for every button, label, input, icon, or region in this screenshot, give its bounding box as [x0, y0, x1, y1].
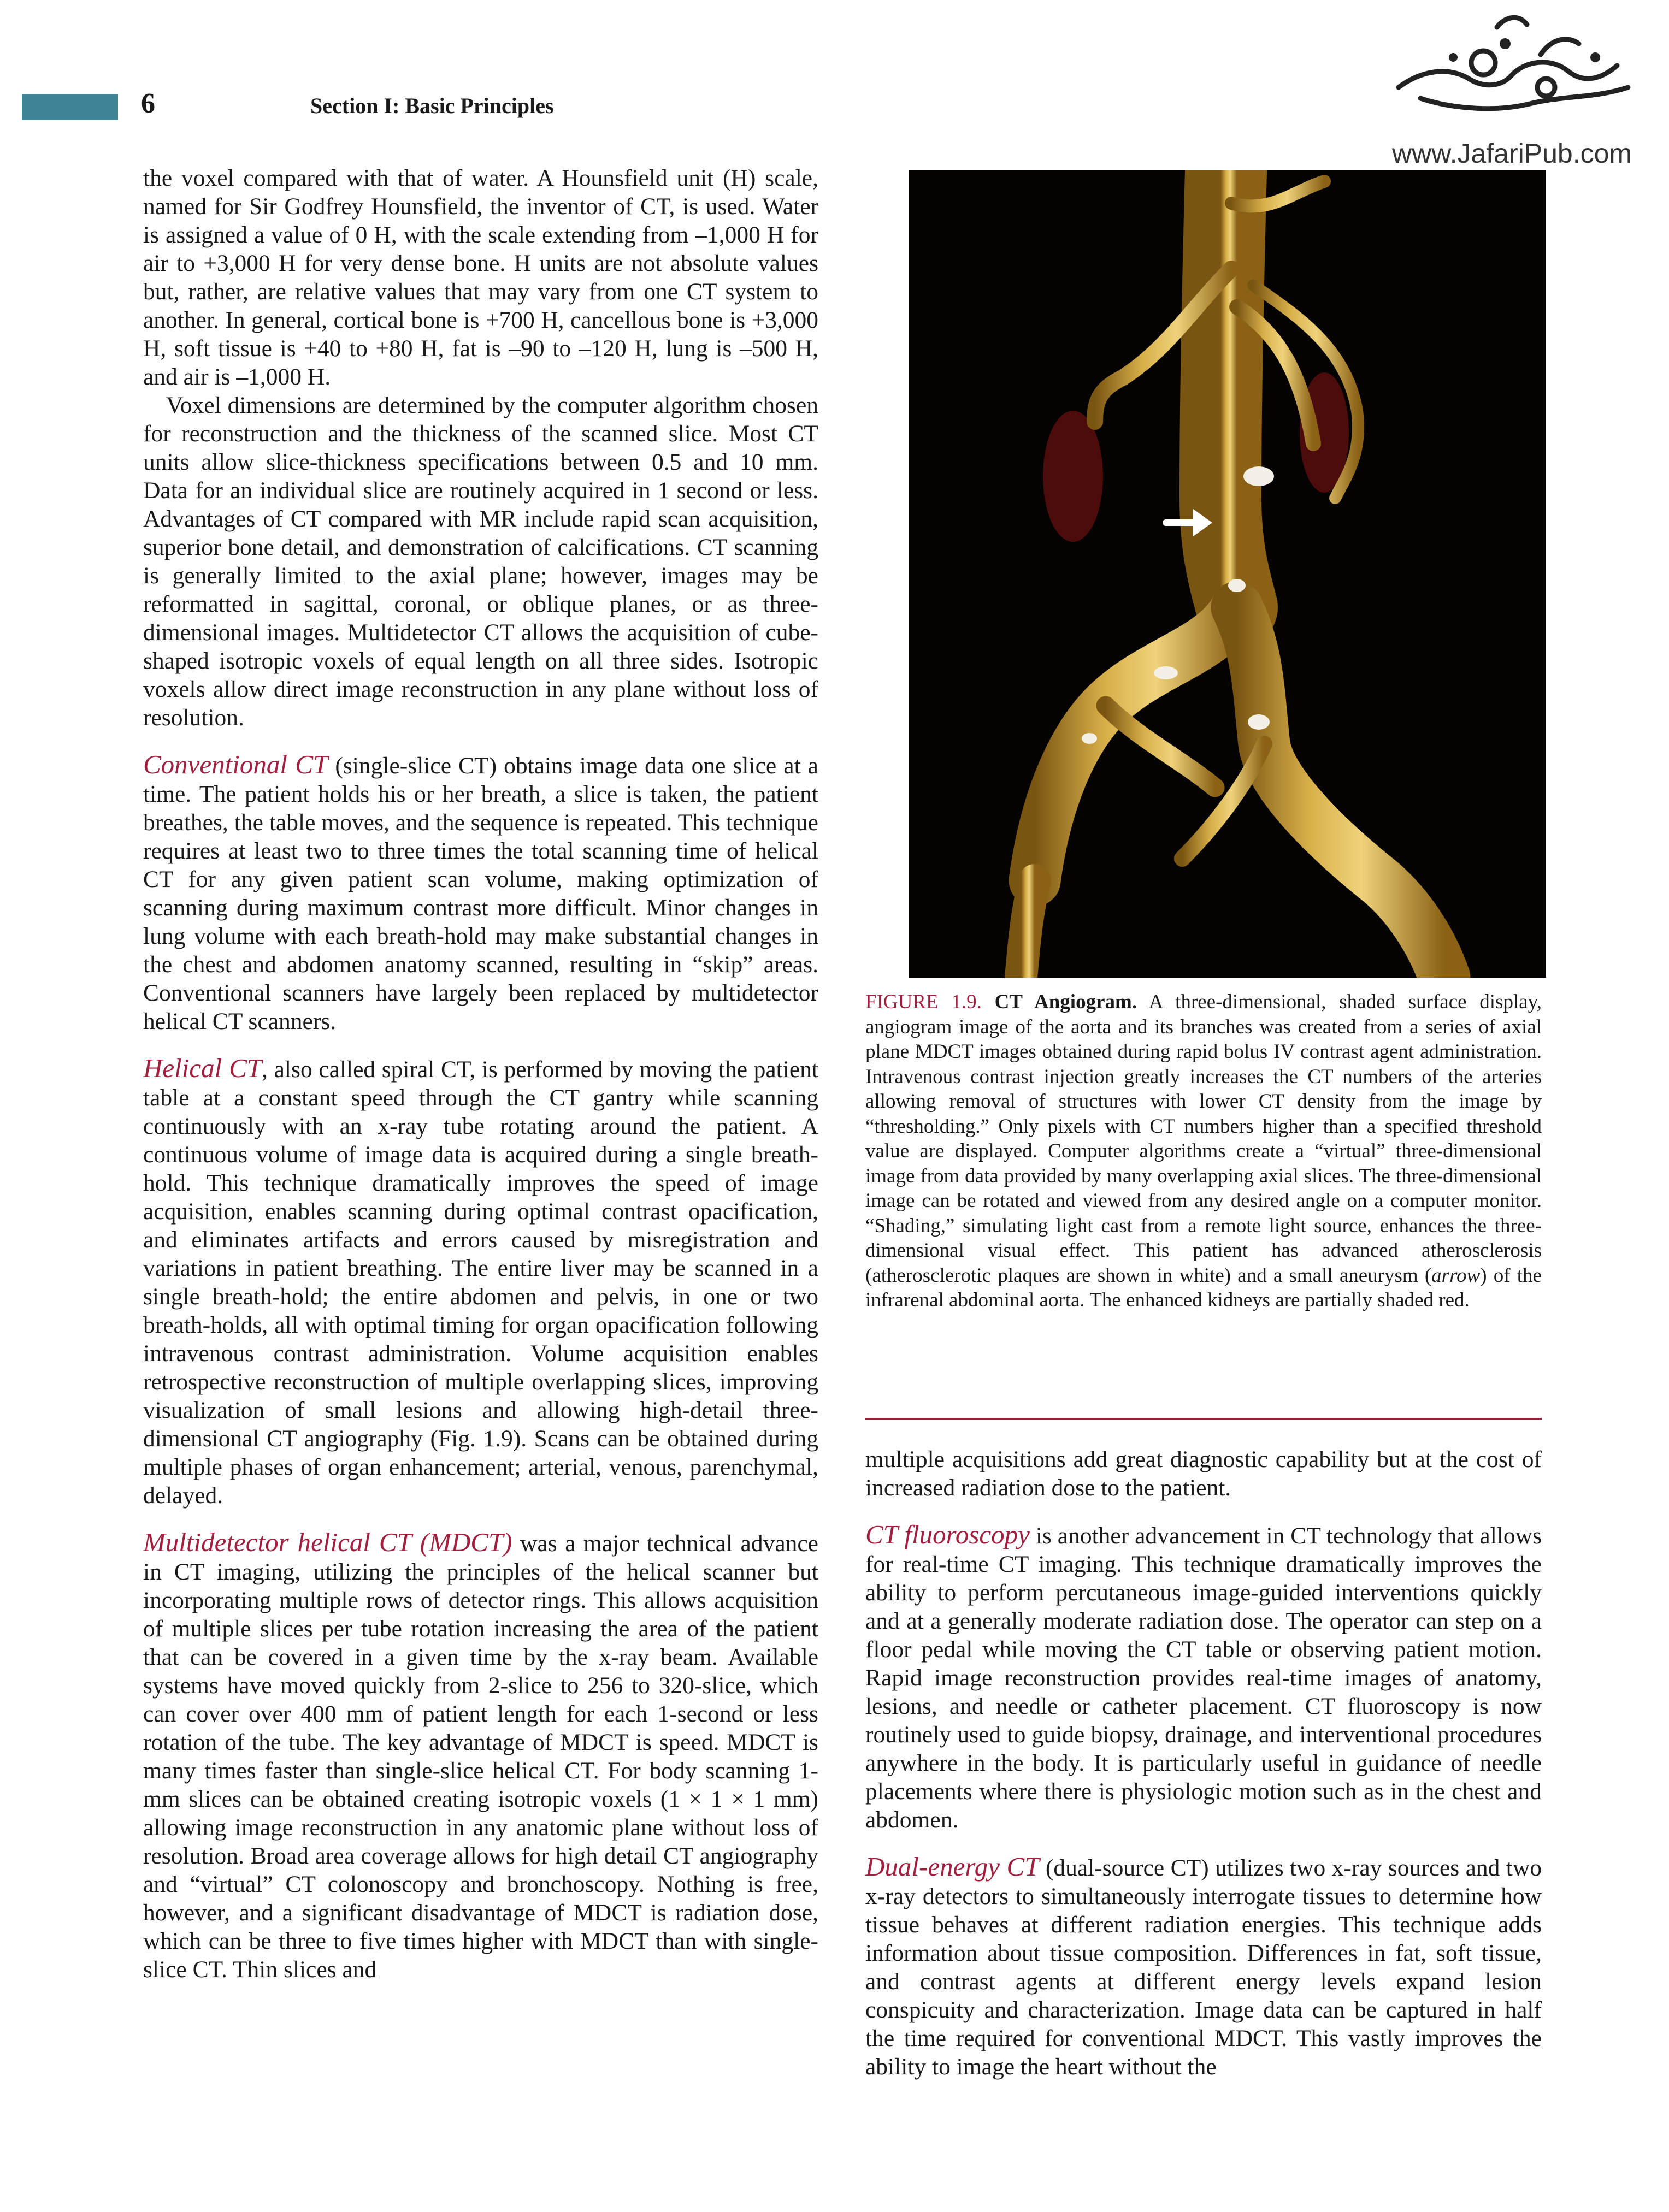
caption-divider	[865, 1418, 1542, 1420]
figure-title: CT Angiogram.	[994, 991, 1137, 1013]
paragraph-voxel: Voxel dimensions are determined by the computer algorithm chosen for reconstruction and the thickness of the scanned slice. Most CT units allow slice-thickness specifications between 0.5 and 10 mm. Data for an individual slice are routinely acquired in 1 second or less. Advantages of CT compared with MR include rapid scan acquisition, superior bone detail, and demonstration of calcifications. CT scanning is generally limited to the axial plane; however, images may be reformatted in sagittal, coronal, or oblique planes, or as three-dimensional images. Multidetector CT allows the acquisition of cube-shaped isotropic voxels of equal length on all three sides. Isotropic voxels allow direct image reconstruction in any plane without loss of resolution.	[143, 392, 818, 731]
figure-caption	[865, 990, 1542, 1313]
term-dual-energy-ct: Dual-energy CT	[865, 1852, 1040, 1882]
helical-ct-text: , also called spiral CT, is performed by moving the patient table at a constant speed through the CT gantry while scanning continuously with an x-ray tube rotating around the patient. A continuous volume of image data is acquired during a single breath-hold. This technique dramatically improves the speed of image acquisition, enables scanning during optimal contrast opacification, and eliminates artifacts and errors caused by misregistration and variations in patient breathing. The entire liver may be scanned in a single breath-hold; the entire abdomen and pelvis, in one or two breath-holds, all with optimal timing for organ opacification following intravenous contrast administration. Volume acquisition enables retrospective reconstruction of multiple overlapping slices, improving visualization of small lesions and allowing high-detail three-dimensional CT angiography (Fig. 1.9). Scans can be obtained during multiple phases of organ enhancement; arterial, venous, parenchymal, delayed.	[143, 1056, 818, 1509]
term-ct-fluoroscopy: CT fluoroscopy	[865, 1519, 1030, 1549]
conventional-ct-text: (single-slice CT) obtains image data one slice at a time. The patient holds his or her breath, a slice is taken, the patient breathes, the table moves, and the sequence is repeated. This technique requires at least two to three times the total scanning time of helical CT for any given patient scan volume, making optimization of scanning during maximum contrast more difficult. Minor changes in lung volume with each breath-hold may make substantial changes in the chest and abdomen anatomy scanned, resulting in “skip” areas. Conventional scanners have largely been replaced by multidetector helical CT scanners.	[143, 753, 818, 1034]
paragraph-helical-ct	[143, 1054, 818, 1510]
section-color-tab	[22, 94, 118, 120]
ct-fluoroscopy-text: is another advancement in CT technology that allows for real-time CT imaging. This technique dramatically improves the ability to perform percutaneous image-guided interventions quickly and at a generally moderate radiation dose. The operator can step on a floor pedal while moving the CT table or observing patient motion. Rapid image reconstruction provides real-time images of anatomy, lesions, and needle or catheter placement. CT fluoroscopy is now routinely used to guide biopsy, drainage, and interventional procedures anywhere in the body. It is particularly useful in guidance of needle placements where there is physiologic motion such as in the chest and abdomen.	[865, 1523, 1542, 1833]
watermark-url: www.JafariPub.com	[1392, 138, 1632, 169]
ct-angiogram-image	[909, 170, 1546, 978]
publisher-logo	[1388, 5, 1644, 131]
mdct-text: was a major technical advance in CT imaging, utilizing the principles of the helical scanner but incorporating multiple rows of detector rings. This allows acquisition of multiple slices per tube rotation increasing the area of the patient that can be covered in a given time by the x-ray beam. Available systems have moved quickly from 2-slice to 256 to 320-slice, which can cover over 400 mm of patient length for each 1-second or less rotation of the tube. The key advantage of MDCT is speed. MDCT is many times faster than single-slice helical CT. For body scanning 1-mm slices can be obtained creating isotropic voxels (1 × 1 × 1 mm) allowing image reconstruction in any anatomic plane without loss of resolution. Broad area coverage allows for high detail CT angiography and “virtual” CT colonoscopy and bronchoscopy. Nothing is free, however, and a significant disadvantage of MDCT is radiation dose, which can be three to five times higher with MDCT than with single-slice CT. Thin slices and	[143, 1530, 818, 1983]
page-number: 6	[141, 88, 155, 119]
paragraph-conventional-ct	[143, 750, 818, 1036]
paragraph-ct-fluoroscopy	[865, 1521, 1542, 1834]
section-title: Section I: Basic Principles	[310, 93, 554, 118]
dual-energy-ct-text: (dual-source CT) utilizes two x-ray sources and two x-ray detectors to simultaneously interrogate tissues to determine how tissue behaves at different radiation energies. This technique adds information about tissue composition. Differences in fat, soft tissue, and contrast agents at different energy levels expand lesion conspicuity and characterization. Image data can be captured in half the time required for conventional MDCT. This vastly improves the ability to image the heart without the	[865, 1855, 1542, 2080]
paragraph-hounsfield: the voxel compared with that of water. A Hounsfield unit (H) scale, named for Sir Godfrey Hounsfield, the inventor of CT, is used. Water is assigned a value of 0 H, with the scale extending from –1,000 H for air to +3,000 H for very dense bone. H units are not absolute values but, rather, are relative values that may vary from one CT system to another. In general, cortical bone is +700 H, cancellous bone is +3,000 H, soft tissue is +40 to +80 H, fat is –90 to –120 H, lung is –500 H, and air is –1,000 H.	[143, 165, 818, 390]
paragraph-mdct	[143, 1528, 818, 1984]
paragraph-continuation: multiple acquisitions add great diagnostic capability but at the cost of increased radiation dose to the patient.	[865, 1446, 1542, 1501]
term-conventional-ct: Conventional CT	[143, 749, 328, 779]
figure-label: FIGURE 1.9.	[865, 991, 982, 1013]
paragraph-dual-energy-ct	[865, 1853, 1542, 2081]
right-column	[865, 1445, 1542, 2081]
caption-arrow-word: arrow	[1431, 1264, 1481, 1287]
term-helical-ct: Helical CT	[143, 1053, 262, 1083]
caption-text-2: ) of the infrarenal abdominal aorta. The enhanced kidneys are partially shaded red.	[865, 1264, 1542, 1311]
left-column	[143, 164, 818, 1984]
angiogram-illustration	[909, 170, 1546, 978]
term-mdct: Multidetector helical CT (MDCT)	[143, 1527, 512, 1557]
caption-text-1: A three-dimensional, shaded surface display, angiogram image of the aorta and its branches was created from a series of axial plane MDCT images obtained during rapid bolus IV contrast agent administration. Intravenous contrast injection greatly increases the CT numbers of the arteries allowing removal of structures with lower CT density from the image by “thresholding.” Only pixels with CT numbers higher than a specified threshold value are displayed. Computer algorithms create a “virtual” three-dimensional image from data provided by many overlapping axial slices. The three-dimensional image can be rotated and viewed from any desired angle on a computer monitor. “Shading,” simulating light cast from a remote light source, enhances the three-dimensional visual effect. This patient has advanced atherosclerosis (atherosclerotic plaques are shown in white) and a small aneurysm (	[865, 991, 1542, 1287]
